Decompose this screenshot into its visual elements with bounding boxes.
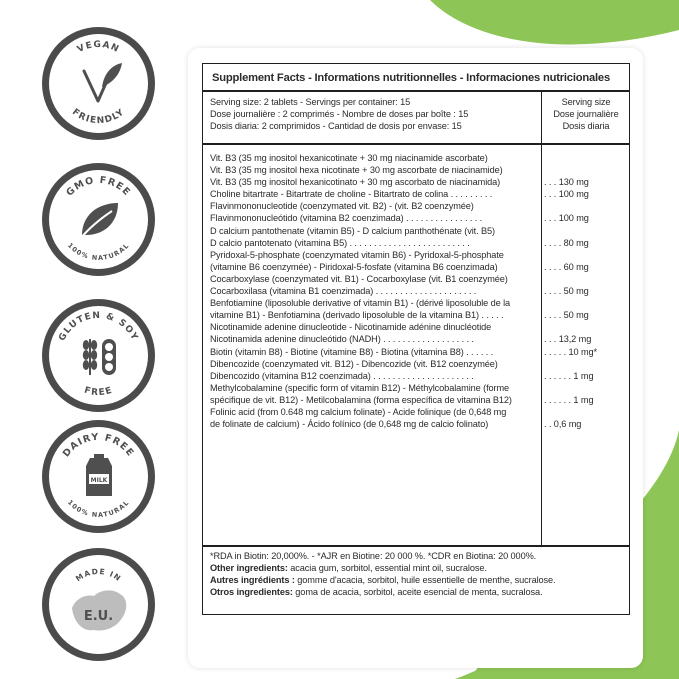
gmo-free-badge bbox=[42, 163, 155, 276]
nutrient-name: Choline bitartrate - Bitartrate de choline - Bitartrato de colina . . . . . . . . . bbox=[210, 189, 493, 200]
nutrient-row bbox=[210, 309, 630, 321]
nutrient-row bbox=[210, 200, 630, 212]
nutrient-name: Nicotinamide adenine dinucleotide - Nicotinamide adénine dinucléotide bbox=[210, 322, 492, 333]
nutrient-name: vitamine B1) - Benfotiamina (derivado liposoluble de la vitamina B1) . . . . . bbox=[210, 310, 504, 321]
nutrient-row bbox=[210, 406, 630, 418]
footer-rule bbox=[203, 545, 629, 547]
nutrient-name: Vit. B3 (35 mg inositol hexa nicotinate + 30 mg ascorbate de niacinamide) bbox=[210, 165, 503, 176]
vegan-friendly-badge bbox=[42, 27, 155, 140]
nutrient-amount: . . . 130 mg bbox=[544, 177, 589, 188]
milk-label: MILK bbox=[90, 477, 108, 484]
nutrient-name: Pyridoxal-5-phosphate (coenzymated vitamin B6) - Pyridoxal-5-phosphate bbox=[210, 249, 504, 260]
ingredients-text: goma de acacia, sorbitol, aceite esencial de menta, sucralosa. bbox=[292, 587, 543, 598]
svg-text:FRIENDLY bbox=[70, 107, 127, 126]
badge-top-text: MADE IN bbox=[73, 566, 124, 584]
nutrient-row bbox=[210, 249, 630, 261]
nutrient-row bbox=[210, 164, 630, 176]
nutrient-amount: . . . . 50 mg bbox=[544, 310, 589, 321]
europe-map-icon bbox=[72, 590, 126, 630]
ingredients-line bbox=[210, 562, 625, 574]
svg-text:GLUTEN & SOY bbox=[57, 311, 139, 343]
v-leaf-icon bbox=[84, 63, 122, 101]
nutrient-name: D calcio pantotenato (vitamina B5) . . . . . . . . . . . . . . . . . . . . . . . . . bbox=[210, 237, 470, 248]
nutrient-row bbox=[210, 225, 630, 237]
nutrient-amount: . . . . . 10 mg* bbox=[544, 346, 598, 357]
nutrient-name: Methylcobalamine (specific form of vitamin B12) - Méthylcobalamine (forme bbox=[210, 382, 510, 393]
eu-label: E.U. bbox=[83, 609, 114, 624]
nutrient-name: Vit. B3 (35 mg inositol hexanicotinato + 30 mg ascorbato de niacinamida) bbox=[210, 177, 501, 188]
badge-bottom-text: FREE bbox=[82, 385, 115, 399]
badge-top-text: GLUTEN & SOY bbox=[57, 310, 140, 343]
badge-bottom-text: FRIENDLY bbox=[70, 107, 127, 127]
gluten-soy-free-badge bbox=[42, 299, 155, 412]
ingredients-text: acacia gum, sorbitol, essential mint oil, sucralose. bbox=[287, 563, 487, 574]
nutrient-row bbox=[210, 297, 630, 309]
nutrient-name: Flavinmononucleotide (coenzymated vit. B2) - (vit. B2 coenzymée) bbox=[210, 201, 474, 212]
nutrient-row bbox=[210, 176, 630, 188]
title-rule bbox=[203, 90, 629, 92]
nutrient-row bbox=[210, 346, 630, 358]
supplement-facts-table bbox=[202, 63, 630, 615]
nutrient-amount: . . . 100 mg bbox=[544, 213, 589, 224]
nutrient-amount: . . . . 80 mg bbox=[544, 237, 589, 248]
nutrient-amount: . . . . 60 mg bbox=[544, 261, 589, 272]
nutrient-row bbox=[210, 212, 630, 224]
facts-footer bbox=[210, 550, 625, 598]
ingredients-line bbox=[210, 574, 625, 586]
rda-note: *RDA in Biotin: 20,000%. - *AJR en Biotine: 20 000 %. *CDR en Biotina: 20 000%. bbox=[210, 551, 537, 561]
nutrient-rows bbox=[210, 152, 630, 430]
nutrient-row bbox=[210, 418, 630, 430]
nutrient-name: Dibencozide (coenzymated vit. B12) - Dibencozide (vit. B12 coenzymée) bbox=[210, 358, 498, 369]
nutrient-name: (vitamine B6 coenzymée) - Piridoxal-5-fosfate (vitamina B6 coenzimada) bbox=[210, 261, 498, 272]
svg-text:VEGAN bbox=[76, 40, 121, 55]
nutrient-row bbox=[210, 321, 630, 333]
facts-title: Supplement Facts - Informations nutritionnelles - Informaciones nutricionales bbox=[212, 72, 610, 84]
ingredients-label: Otros ingredientes: bbox=[210, 587, 293, 598]
nutrient-name: Nicotinamida adenine dinucleótido (NADH) . . . . . . . . . . . . . . . . . . . bbox=[210, 334, 474, 345]
serving-line: Serving size: 2 tablets - Servings per container: 15 bbox=[210, 97, 411, 107]
serving-line: Dose journalière : 2 comprimés - Nombre de doses par boîte : 15 bbox=[210, 109, 469, 120]
nutrient-row bbox=[210, 188, 630, 200]
nutrient-name: Benfotiamine (liposoluble derivative of vitamin B1) - (dérivé liposoluble de la bbox=[210, 298, 511, 309]
badge-bottom-text: 100% NATURAL bbox=[65, 241, 132, 263]
badge-bottom-text: 100% NATURAL bbox=[65, 498, 132, 520]
svg-text:100% NATURAL bbox=[66, 241, 131, 262]
nutrient-amount: . . 0,6 mg bbox=[544, 419, 582, 430]
nutrient-row bbox=[210, 285, 630, 297]
nutrient-row bbox=[210, 358, 630, 370]
nutrient-amount: . . . . 50 mg bbox=[544, 286, 589, 297]
nutrient-row bbox=[210, 237, 630, 249]
nutrient-name: Folinic acid (from 0.648 mg calcium folinate) - Acide folinique (de 0,648 mg bbox=[210, 406, 507, 417]
milk-carton-icon bbox=[86, 454, 112, 496]
ingredients-line bbox=[210, 586, 625, 598]
nutrient-amount: . . . 13,2 mg bbox=[544, 334, 592, 345]
serving-header-line: Serving size bbox=[561, 97, 611, 107]
wheat-soy-icon bbox=[83, 339, 116, 375]
nutrient-name: Flavinmononucleótido (vitamina B2 coenzimada) . . . . . . . . . . . . . . . . bbox=[210, 213, 483, 224]
nutrient-name: Biotin (vitamin B8) - Biotine (vitamine B8) - Biotina (vitamina B8) . . . . . . bbox=[210, 346, 494, 357]
nutrient-amount: . . . . . . 1 mg bbox=[544, 394, 594, 405]
nutrient-row bbox=[210, 382, 630, 394]
nutrient-row bbox=[210, 152, 630, 164]
nutrient-row bbox=[210, 370, 630, 382]
made-in-eu-badge bbox=[42, 548, 155, 661]
serving-size-header bbox=[543, 96, 629, 132]
leaf-icon bbox=[80, 203, 118, 239]
nutrient-name: spécifique de vit. B12) - Metilcobalamina (forma específica de vitamina B12) bbox=[210, 394, 512, 405]
serving-header-line: Dosis diaria bbox=[562, 121, 610, 132]
dairy-free-badge bbox=[42, 420, 155, 533]
nutrient-amount: . . . 100 mg bbox=[544, 189, 589, 200]
svg-text:MADE IN bbox=[74, 567, 123, 584]
nutrient-row bbox=[210, 261, 630, 273]
serving-line: Dosis diaria: 2 comprimidos - Cantidad de dosis por envase: 15 bbox=[210, 121, 462, 132]
ingredients-text: gomme d'acacia, sorbitol, huile essentielle de menthe, sucralose. bbox=[294, 575, 556, 586]
header-rule bbox=[203, 143, 629, 145]
badge-top-text: VEGAN bbox=[75, 39, 122, 56]
nutrient-name: D calcium pantothenate (vitamin B5) - D calcium panthothénate (vit. B5) bbox=[210, 225, 495, 236]
svg-text:FREE bbox=[83, 386, 114, 399]
nutrient-name: Cocarboxilasa (vitamina B1 coenzimada) . . . . . . . . . . . . . . . . . . . . . bbox=[210, 286, 477, 297]
nutrient-name: Vit. B3 (35 mg inositol hexanicotinate + 30 mg niacinamide ascorbate) bbox=[210, 153, 488, 163]
serving-info bbox=[210, 96, 535, 132]
serving-header-line: Dose journalière bbox=[553, 109, 619, 120]
nutrient-name: de folinate de calcium) - Ácido folínico (de 0,648 mg de calcio folinato) bbox=[210, 419, 489, 430]
ingredients-label: Other ingredients: bbox=[210, 563, 288, 574]
badge-top-text: GMO FREE bbox=[64, 174, 133, 199]
nutrient-name: Dibencozido (vitamina B12 coenzimada) . . . . . . . . . . . . . . . . . . . . . bbox=[210, 370, 474, 381]
nutrient-name: Cocarboxylase (coenzymated vit. B1) - Cocarboxylase (vit. B1 coenzymée) bbox=[210, 273, 508, 284]
nutrient-row bbox=[210, 394, 630, 406]
badge-top-text: DAIRY FREE bbox=[60, 431, 137, 460]
nutrient-row bbox=[210, 333, 630, 345]
nutrient-amount: . . . . . . 1 mg bbox=[544, 370, 594, 381]
svg-text:GMO FREE bbox=[64, 175, 132, 199]
svg-text:100% NATURAL bbox=[66, 498, 131, 519]
nutrient-row bbox=[210, 273, 630, 285]
ingredients-label: Autres ingrédients : bbox=[210, 575, 295, 586]
